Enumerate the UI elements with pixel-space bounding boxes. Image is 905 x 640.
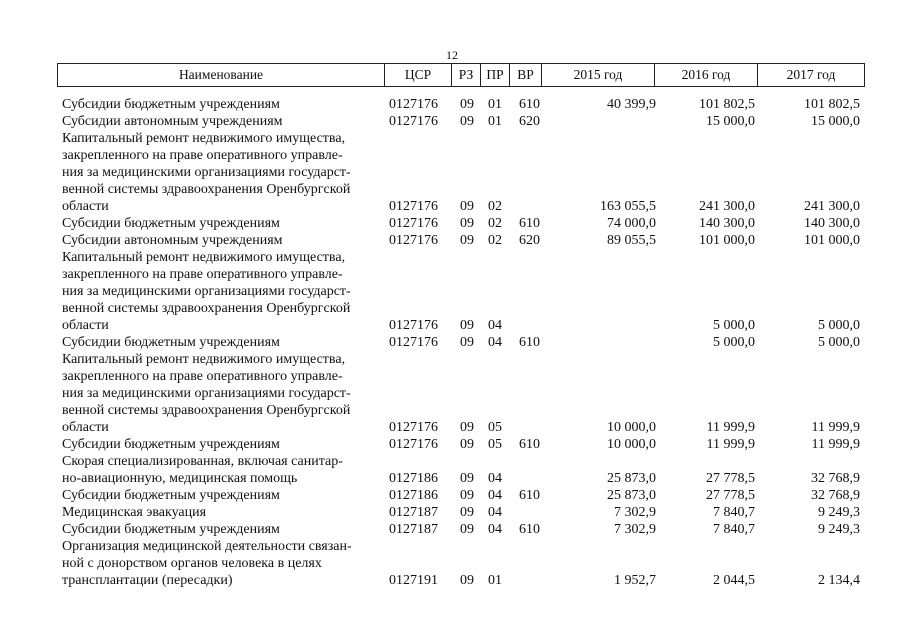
- cell-y2015: 7 302,9: [614, 522, 656, 537]
- cell-csr: 0127186: [389, 471, 438, 486]
- cell-csr: 0127176: [389, 437, 438, 452]
- cell-y2017: 5 000,0: [818, 318, 860, 333]
- cell-csr: 0127187: [389, 522, 438, 537]
- cell-pr: 04: [488, 522, 502, 537]
- cell-y2015: 25 873,0: [607, 471, 656, 486]
- table-row: [0, 453, 905, 470]
- cell-name: Субсидии бюджетным учреждениям: [62, 437, 280, 452]
- cell-rz: 09: [460, 216, 474, 231]
- cell-y2016: 7 840,7: [713, 505, 755, 520]
- cell-name: Субсидии бюджетным учреждениям: [62, 216, 280, 231]
- cell-csr: 0127186: [389, 488, 438, 503]
- cell-y2016: 11 999,9: [706, 420, 755, 435]
- cell-pr: 01: [488, 114, 502, 129]
- table-row: [0, 470, 905, 487]
- cell-y2015: 40 399,9: [607, 97, 656, 112]
- cell-y2015: 10 000,0: [607, 437, 656, 452]
- cell-name: Капитальный ремонт недвижимого имущества,: [62, 250, 346, 265]
- cell-y2016: 7 840,7: [713, 522, 755, 537]
- cell-name: Субсидии бюджетным учреждениям: [62, 488, 280, 503]
- table-row: [0, 334, 905, 351]
- table-row: [0, 130, 905, 147]
- header-pr: ПР: [480, 64, 509, 86]
- cell-name: Субсидии бюджетным учреждениям: [62, 522, 280, 537]
- cell-vr: 610: [519, 97, 540, 112]
- table-row: [0, 555, 905, 572]
- cell-y2015: 74 000,0: [607, 216, 656, 231]
- header-csr: ЦСР: [384, 64, 451, 86]
- cell-y2016: 15 000,0: [706, 114, 755, 129]
- cell-y2017: 101 802,5: [804, 97, 860, 112]
- cell-vr: 610: [519, 488, 540, 503]
- cell-y2017: 5 000,0: [818, 335, 860, 350]
- table-row: [0, 368, 905, 385]
- cell-y2017: 140 300,0: [804, 216, 860, 231]
- cell-rz: 09: [460, 233, 474, 248]
- cell-name: венной системы здравоохранения Оренбургской: [62, 301, 351, 316]
- cell-csr: 0127176: [389, 420, 438, 435]
- cell-rz: 09: [460, 199, 474, 214]
- cell-csr: 0127176: [389, 216, 438, 231]
- cell-csr: 0127176: [389, 114, 438, 129]
- cell-name: закрепленного на праве оперативного управле-: [62, 148, 343, 163]
- cell-name: ния за медицинскими организациями государст-: [62, 386, 351, 401]
- table-body: [0, 96, 905, 589]
- table-row: [0, 351, 905, 368]
- cell-name: ной с донорством органов человека в целях: [62, 556, 322, 571]
- cell-pr: 04: [488, 318, 502, 333]
- cell-y2016: 140 300,0: [699, 216, 755, 231]
- header-2016: 2016 год: [654, 64, 757, 86]
- cell-y2015: 1 952,7: [614, 573, 656, 588]
- table-row: [0, 215, 905, 232]
- table-row: [0, 385, 905, 402]
- cell-rz: 09: [460, 114, 474, 129]
- cell-name: венной системы здравоохранения Оренбургской: [62, 182, 351, 197]
- cell-y2017: 9 249,3: [818, 522, 860, 537]
- cell-y2017: 11 999,9: [811, 437, 860, 452]
- table-row: [0, 572, 905, 589]
- cell-name: Медицинская эвакуация: [62, 505, 207, 520]
- table-row: [0, 283, 905, 300]
- table-row: [0, 538, 905, 555]
- cell-rz: 09: [460, 505, 474, 520]
- cell-name: закрепленного на праве оперативного управле-: [62, 267, 343, 282]
- cell-name: Субсидии автономным учреждениям: [62, 114, 283, 129]
- cell-vr: 610: [519, 522, 540, 537]
- cell-name: Организация медицинской деятельности связан-: [62, 539, 352, 554]
- cell-pr: 01: [488, 97, 502, 112]
- cell-y2016: 101 802,5: [699, 97, 755, 112]
- header-rz: РЗ: [451, 64, 480, 86]
- table-row: [0, 521, 905, 538]
- cell-y2016: 27 778,5: [706, 471, 755, 486]
- cell-pr: 02: [488, 233, 502, 248]
- table-row: [0, 504, 905, 521]
- cell-rz: 09: [460, 437, 474, 452]
- cell-y2015: 163 055,5: [600, 199, 656, 214]
- header-name: Наименование: [57, 64, 384, 86]
- table-row: [0, 198, 905, 215]
- cell-csr: 0127191: [389, 573, 438, 588]
- cell-csr: 0127176: [389, 233, 438, 248]
- cell-rz: 09: [460, 335, 474, 350]
- cell-csr: 0127187: [389, 505, 438, 520]
- table-header: [57, 63, 865, 87]
- cell-name: области: [62, 199, 109, 214]
- cell-y2016: 5 000,0: [713, 318, 755, 333]
- cell-name: Скорая специализированная, включая санитар-: [62, 454, 343, 469]
- table-row: [0, 402, 905, 419]
- cell-y2016: 27 778,5: [706, 488, 755, 503]
- cell-y2015: 89 055,5: [607, 233, 656, 248]
- cell-y2016: 241 300,0: [699, 199, 755, 214]
- cell-pr: 04: [488, 505, 502, 520]
- cell-vr: 610: [519, 216, 540, 231]
- table-row: [0, 317, 905, 334]
- cell-vr: 610: [519, 335, 540, 350]
- cell-name: Капитальный ремонт недвижимого имущества,: [62, 352, 346, 367]
- table-row: [0, 300, 905, 317]
- header-2015: 2015 год: [541, 64, 654, 86]
- cell-y2017: 15 000,0: [811, 114, 860, 129]
- cell-y2017: 11 999,9: [811, 420, 860, 435]
- cell-rz: 09: [460, 522, 474, 537]
- table-row: [0, 181, 905, 198]
- table-row: [0, 232, 905, 249]
- cell-name: области: [62, 420, 109, 435]
- cell-pr: 02: [488, 199, 502, 214]
- table-row: [0, 113, 905, 130]
- cell-vr: 620: [519, 114, 540, 129]
- cell-vr: 610: [519, 437, 540, 452]
- table-row: [0, 249, 905, 266]
- cell-rz: 09: [460, 471, 474, 486]
- cell-name: Субсидии бюджетным учреждениям: [62, 335, 280, 350]
- cell-csr: 0127176: [389, 318, 438, 333]
- cell-y2017: 9 249,3: [818, 505, 860, 520]
- table-row: [0, 96, 905, 113]
- cell-rz: 09: [460, 420, 474, 435]
- cell-pr: 04: [488, 335, 502, 350]
- cell-name: трансплантации (пересадки): [62, 573, 233, 588]
- cell-name: венной системы здравоохранения Оренбургской: [62, 403, 351, 418]
- table-row: [0, 266, 905, 283]
- cell-y2016: 11 999,9: [706, 437, 755, 452]
- cell-name: Капитальный ремонт недвижимого имущества,: [62, 131, 346, 146]
- cell-y2015: 7 302,9: [614, 505, 656, 520]
- table-row: [0, 487, 905, 504]
- cell-y2017: 32 768,9: [811, 471, 860, 486]
- cell-rz: 09: [460, 318, 474, 333]
- cell-rz: 09: [460, 488, 474, 503]
- cell-name: ния за медицинскими организациями государст-: [62, 284, 351, 299]
- cell-y2017: 241 300,0: [804, 199, 860, 214]
- cell-y2017: 2 134,4: [818, 573, 860, 588]
- page-number: 12: [446, 48, 458, 62]
- cell-y2015: 25 873,0: [607, 488, 656, 503]
- cell-y2017: 101 000,0: [804, 233, 860, 248]
- cell-pr: 04: [488, 471, 502, 486]
- cell-pr: 05: [488, 420, 502, 435]
- cell-pr: 02: [488, 216, 502, 231]
- header-2017: 2017 год: [757, 64, 865, 86]
- cell-name: закрепленного на праве оперативного управле-: [62, 369, 343, 384]
- cell-vr: 620: [519, 233, 540, 248]
- cell-rz: 09: [460, 573, 474, 588]
- cell-name: ния за медицинскими организациями государст-: [62, 165, 351, 180]
- cell-name: Субсидии автономным учреждениям: [62, 233, 283, 248]
- cell-y2015: 10 000,0: [607, 420, 656, 435]
- table-row: [0, 436, 905, 453]
- cell-y2016: 2 044,5: [713, 573, 755, 588]
- cell-csr: 0127176: [389, 97, 438, 112]
- cell-name: Субсидии бюджетным учреждениям: [62, 97, 280, 112]
- header-vr: ВР: [509, 64, 541, 86]
- table-row: [0, 164, 905, 181]
- cell-y2016: 101 000,0: [699, 233, 755, 248]
- cell-csr: 0127176: [389, 199, 438, 214]
- cell-pr: 01: [488, 573, 502, 588]
- cell-pr: 04: [488, 488, 502, 503]
- cell-name: области: [62, 318, 109, 333]
- cell-y2017: 32 768,9: [811, 488, 860, 503]
- cell-csr: 0127176: [389, 335, 438, 350]
- cell-name: но-авиационную, медицинская помощь: [62, 471, 298, 486]
- table-row: [0, 419, 905, 436]
- cell-y2016: 5 000,0: [713, 335, 755, 350]
- table-row: [0, 147, 905, 164]
- cell-rz: 09: [460, 97, 474, 112]
- cell-pr: 05: [488, 437, 502, 452]
